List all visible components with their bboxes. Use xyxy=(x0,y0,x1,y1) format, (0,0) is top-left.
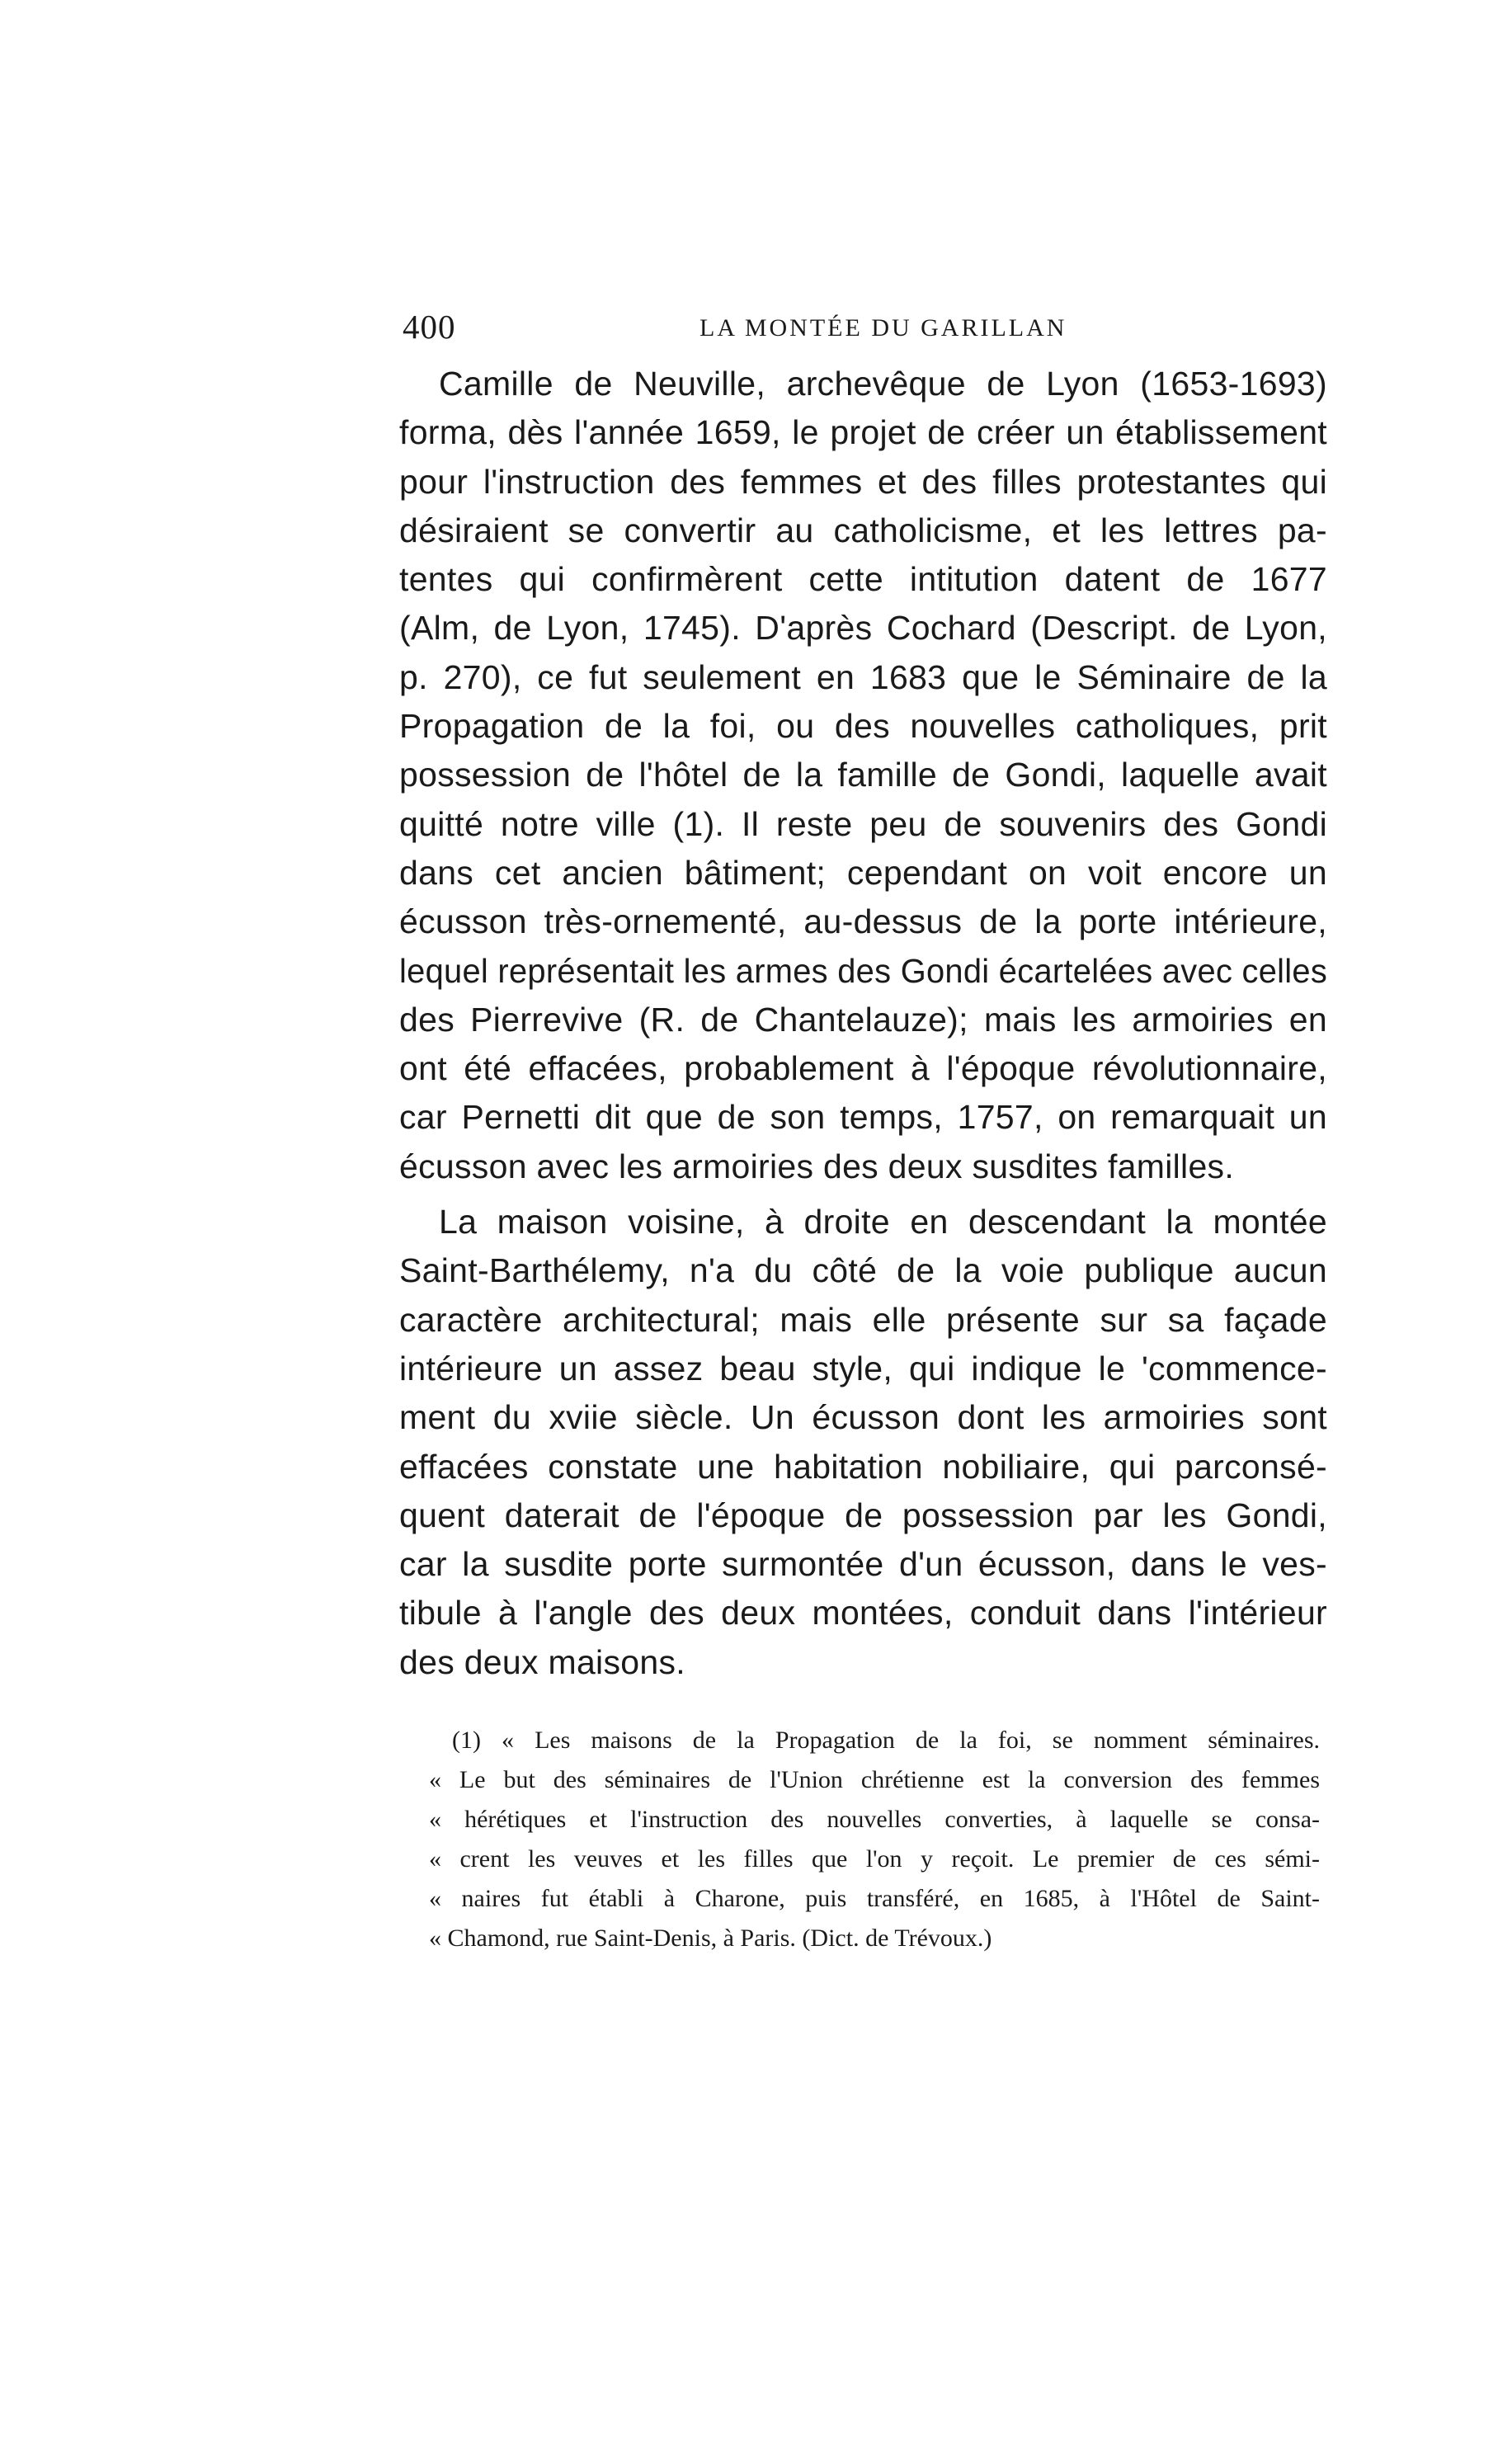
text-line: Saint-Barthélemy, n'a du côté de la voie publique aucun xyxy=(399,1251,1327,1290)
text-line: Propagation de la foi, ou des nouvelles catholiques, prit xyxy=(399,707,1327,746)
text-line: tentes qui confirmèrent cette intitution datent de 1677 xyxy=(399,560,1327,599)
footnote xyxy=(429,1721,1320,1958)
text-line: quent daterait de l'époque de possession par les Gondi, xyxy=(399,1496,1327,1534)
text-line: possession de l'hôtel de la famille de Gondi, laquelle avait xyxy=(399,756,1327,794)
text-line: intérieure un assez beau style, qui indique le 'commence- xyxy=(399,1349,1327,1387)
text-line: pour l'instruction des femmes et des filles protestantes qui xyxy=(399,462,1327,501)
footnote-line: « naires fut établi à Charone, puis transféré, en 1685, à l'Hôtel de Saint- xyxy=(429,1885,1320,1912)
text-line: p. 270), ce fut seulement en 1683 que le Séminaire de la xyxy=(399,657,1327,696)
text-line: La maison voisine, à droite en descendant la montée xyxy=(439,1203,1327,1241)
footnote-line: « crent les veuves et les filles que l'on y reçoit. Le premier de ces sémi- xyxy=(429,1845,1320,1873)
text-line: des Pierrevive (R. de Chantelauze); mais les armoiries en xyxy=(399,1000,1327,1039)
text-line: ont été effacées, probablement à l'époque révolutionnaire, xyxy=(399,1049,1327,1088)
paragraph-2 xyxy=(399,1198,1327,1687)
text-line: lequel représentait les armes des Gondi écartelées avec celles xyxy=(399,951,1328,990)
text-line: ment du xviie siècle. Un écusson dont les armoiries sont xyxy=(399,1398,1327,1437)
text-line: Camille de Neuville, archevêque de Lyon (1653-1693) xyxy=(439,365,1327,403)
text-line: écusson très-ornementé, au-dessus de la porte intérieure, xyxy=(399,902,1327,941)
paragraph-1 xyxy=(399,360,1327,1191)
footnote-line: « hérétiques et l'instruction des nouvelles converties, à laquelle se consa- xyxy=(429,1806,1320,1833)
running-head xyxy=(403,307,1325,346)
text-line: (Alm, de Lyon, 1745). D'après Cochard (Descript. de Lyon, xyxy=(399,609,1327,648)
text-line: dans cet ancien bâtiment; cependant on voit encore un xyxy=(399,853,1327,892)
page-number: 400 xyxy=(403,308,456,346)
running-title: LA MONTÉE DU GARILLAN xyxy=(699,314,1067,342)
text-line: tibule à l'angle des deux montées, conduit dans l'intérieur xyxy=(399,1594,1327,1632)
footnote-line: « Chamond, rue Saint-Denis, à Paris. (Dict. de Trévoux.) xyxy=(429,1924,992,1952)
text-line: désiraient se convertir au catholicisme, et les lettres pa- xyxy=(399,511,1327,549)
text-line: quitté notre ville (1). Il reste peu de souvenirs des Gondi xyxy=(399,804,1327,843)
footnote-line: « Le but des séminaires de l'Union chrétienne est la conversion des femmes xyxy=(429,1766,1320,1793)
text-line: caractère architectural; mais elle présente sur sa façade xyxy=(399,1300,1327,1339)
text-line: effacées constate une habitation nobiliaire, qui parconsé- xyxy=(399,1447,1327,1486)
footnote-line: (1) « Les maisons de la Propagation de la foi, se nomment séminaires. xyxy=(452,1727,1320,1754)
text-line: car Pernetti dit que de son temps, 1757, on remarquait un xyxy=(399,1098,1327,1137)
text-line: forma, dès l'année 1659, le projet de créer un établissement xyxy=(399,413,1327,452)
text-line: des deux maisons. xyxy=(399,1642,685,1681)
text-line: car la susdite porte surmontée d'un écusson, dans le ves- xyxy=(399,1545,1327,1584)
paragraph-gap xyxy=(399,1191,1327,1198)
text-line: écusson avec les armoiries des deux susdites familles. xyxy=(399,1147,1235,1185)
body-text xyxy=(399,360,1327,1687)
